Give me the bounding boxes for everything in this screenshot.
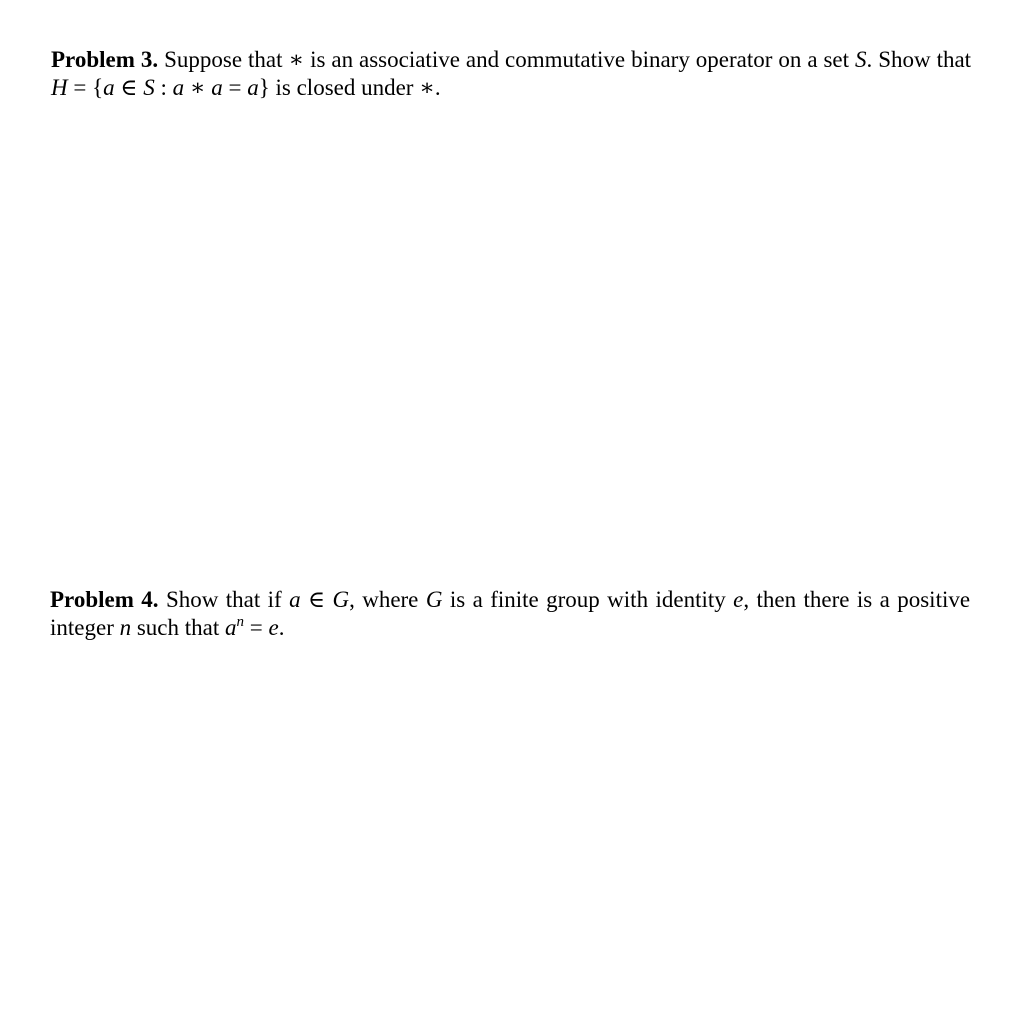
problem-3-heading: Problem 3. bbox=[51, 47, 159, 72]
text-segment: . bbox=[866, 47, 873, 72]
text-segment: , where bbox=[349, 587, 419, 612]
text-segment: . bbox=[278, 615, 285, 640]
text-segment: is a finite group with identity bbox=[449, 587, 726, 612]
math-colon: : bbox=[160, 75, 167, 100]
math-g: G bbox=[425, 587, 443, 612]
math-star-operator: ∗ bbox=[419, 75, 435, 100]
math-n: n bbox=[119, 615, 132, 640]
math-e: e bbox=[733, 587, 744, 612]
problem-3-text bbox=[51, 47, 971, 100]
math-a: a bbox=[225, 615, 237, 640]
problem-4 bbox=[50, 586, 970, 642]
math-equals: = bbox=[228, 75, 242, 100]
math-e: e bbox=[268, 615, 279, 640]
text-segment: such that bbox=[136, 615, 220, 640]
math-left-brace: { bbox=[92, 75, 104, 100]
math-a: a bbox=[103, 75, 115, 100]
math-star-operator: ∗ bbox=[288, 47, 305, 72]
text-segment: Show that bbox=[878, 47, 972, 72]
text-segment: is an associative and commutative binary operator on a set bbox=[310, 47, 850, 72]
math-element-of: ∈ bbox=[120, 75, 138, 100]
math-star-operator: ∗ bbox=[189, 75, 206, 100]
math-right-brace: } bbox=[258, 75, 270, 100]
math-a: a bbox=[289, 587, 301, 612]
problem-3 bbox=[51, 46, 971, 102]
problem-4-heading: Problem 4. bbox=[50, 587, 159, 612]
text-segment: is closed under bbox=[275, 75, 414, 100]
math-a: a bbox=[247, 75, 259, 100]
math-g: G bbox=[332, 587, 350, 612]
math-h: H bbox=[51, 75, 68, 100]
math-equals: = bbox=[73, 75, 87, 100]
math-equals: = bbox=[249, 615, 263, 640]
text-segment: Show that if bbox=[165, 587, 282, 612]
math-exponent-n: n bbox=[236, 614, 245, 630]
math-set-s: S bbox=[143, 75, 155, 100]
text-segment: . bbox=[434, 75, 441, 100]
math-a: a bbox=[172, 75, 185, 100]
math-element-of: ∈ bbox=[308, 587, 326, 612]
problem-4-text bbox=[50, 587, 970, 640]
math-set-s: S bbox=[855, 47, 867, 72]
math-a: a bbox=[211, 75, 223, 100]
text-segment: , then there is a positive integer bbox=[50, 587, 971, 640]
text-segment: Suppose that bbox=[164, 47, 283, 72]
